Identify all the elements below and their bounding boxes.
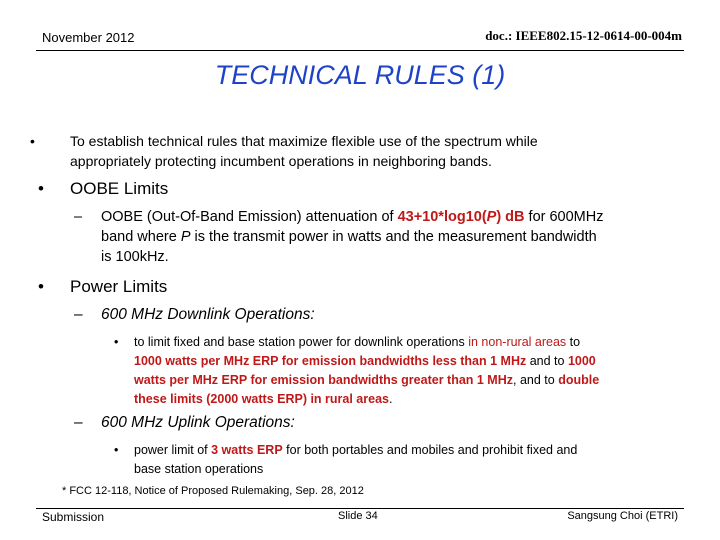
downlink-heading: – 600 MHz Downlink Operations: [74, 306, 315, 323]
footer-submission: Submission [42, 510, 105, 524]
dash-marker: – [74, 414, 83, 431]
footnote: * FCC 12-118, Notice of Proposed Rulemaking, Sep. 28, 2012 [62, 485, 364, 497]
bullet-oobe-heading: • OOBE Limits [38, 179, 169, 198]
header-doc-id: doc.: IEEE802.15-12-0614-00-004m [485, 28, 682, 43]
text-line: OOBE (Out-Of-Band Emission) attenuation of 43+10*log10(P) dB for 600MHz [101, 209, 604, 225]
dash-marker: – [74, 209, 83, 225]
downlink-detail [114, 333, 694, 409]
footer-slide-number: Slide 34 [338, 510, 378, 522]
bullet-dot: • [114, 443, 119, 457]
text-line: band where P is the transmit power in watts and the measurement bandwidth [101, 229, 597, 245]
text-line: to limit fixed and base station power for downlink operations in non-rural areas to [134, 335, 581, 349]
header-divider [36, 50, 684, 51]
dash-marker: – [74, 306, 83, 323]
bullet-dot: • [114, 335, 119, 349]
uplink-heading: – 600 MHz Uplink Operations: [74, 414, 295, 431]
bullet-objective [30, 131, 690, 171]
slide-title: TECHNICAL RULES (1) [214, 60, 506, 90]
bullet-dot: • [38, 179, 44, 198]
text-line: these limits (2000 watts ERP) in rural areas. [134, 392, 393, 406]
footer-divider [36, 508, 684, 509]
sub-bullet-oobe [74, 207, 701, 267]
text-line: base station operations [134, 462, 264, 476]
bullet-power-heading: • Power Limits [38, 277, 168, 296]
text-line: power limit of 3 watts ERP for both portables and mobiles and prohibit fixed and [134, 443, 578, 457]
bullet-dot: • [30, 133, 35, 149]
footer-author: Sangsung Choi (ETRI) [567, 510, 678, 522]
uplink-detail [114, 441, 694, 479]
text-line: is 100kHz. [101, 249, 169, 265]
bullet-line: To establish technical rules that maximize flexible use of the spectrum while [70, 133, 538, 149]
bullet-dot: • [38, 277, 44, 296]
text-line: watts per MHz ERP for emission bandwidths greater than 1 MHz, and to double [134, 373, 600, 387]
header-date: November 2012 [42, 30, 135, 45]
bullet-line: appropriately protecting incumbent operations in neighboring bands. [70, 153, 492, 169]
text-line: 1000 watts per MHz ERP for emission bandwidths less than 1 MHz and to 1000 [134, 354, 596, 368]
